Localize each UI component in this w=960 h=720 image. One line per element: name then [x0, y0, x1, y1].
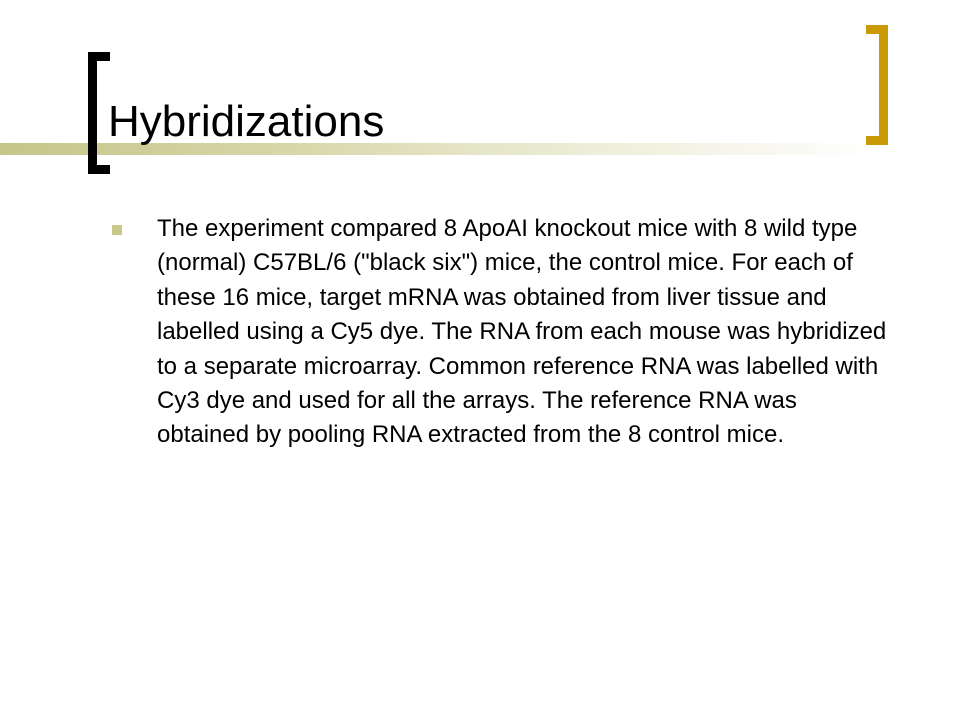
slide-body	[112, 212, 902, 453]
left-bracket-decoration	[88, 52, 110, 174]
slide-title: Hybridizations	[108, 97, 385, 146]
bullet-text: The experiment compared 8 ApoAI knockout mice with 8 wild type (normal) C57BL/6 ("black six") mice, the control mice. For each of these 16 mice, target mRNA was obtained from liver tissue and labelled using a Cy5 dye. The RNA from each mouse was hybridized to a separate microarray. Common reference RNA was labelled with Cy3 dye and used for all the arrays. The reference RNA was obtained by pooling RNA extracted from the 8 control mice.	[157, 215, 887, 449]
right-bracket-decoration	[866, 25, 888, 145]
square-bullet-icon	[112, 225, 122, 235]
bullet-item	[112, 212, 902, 453]
